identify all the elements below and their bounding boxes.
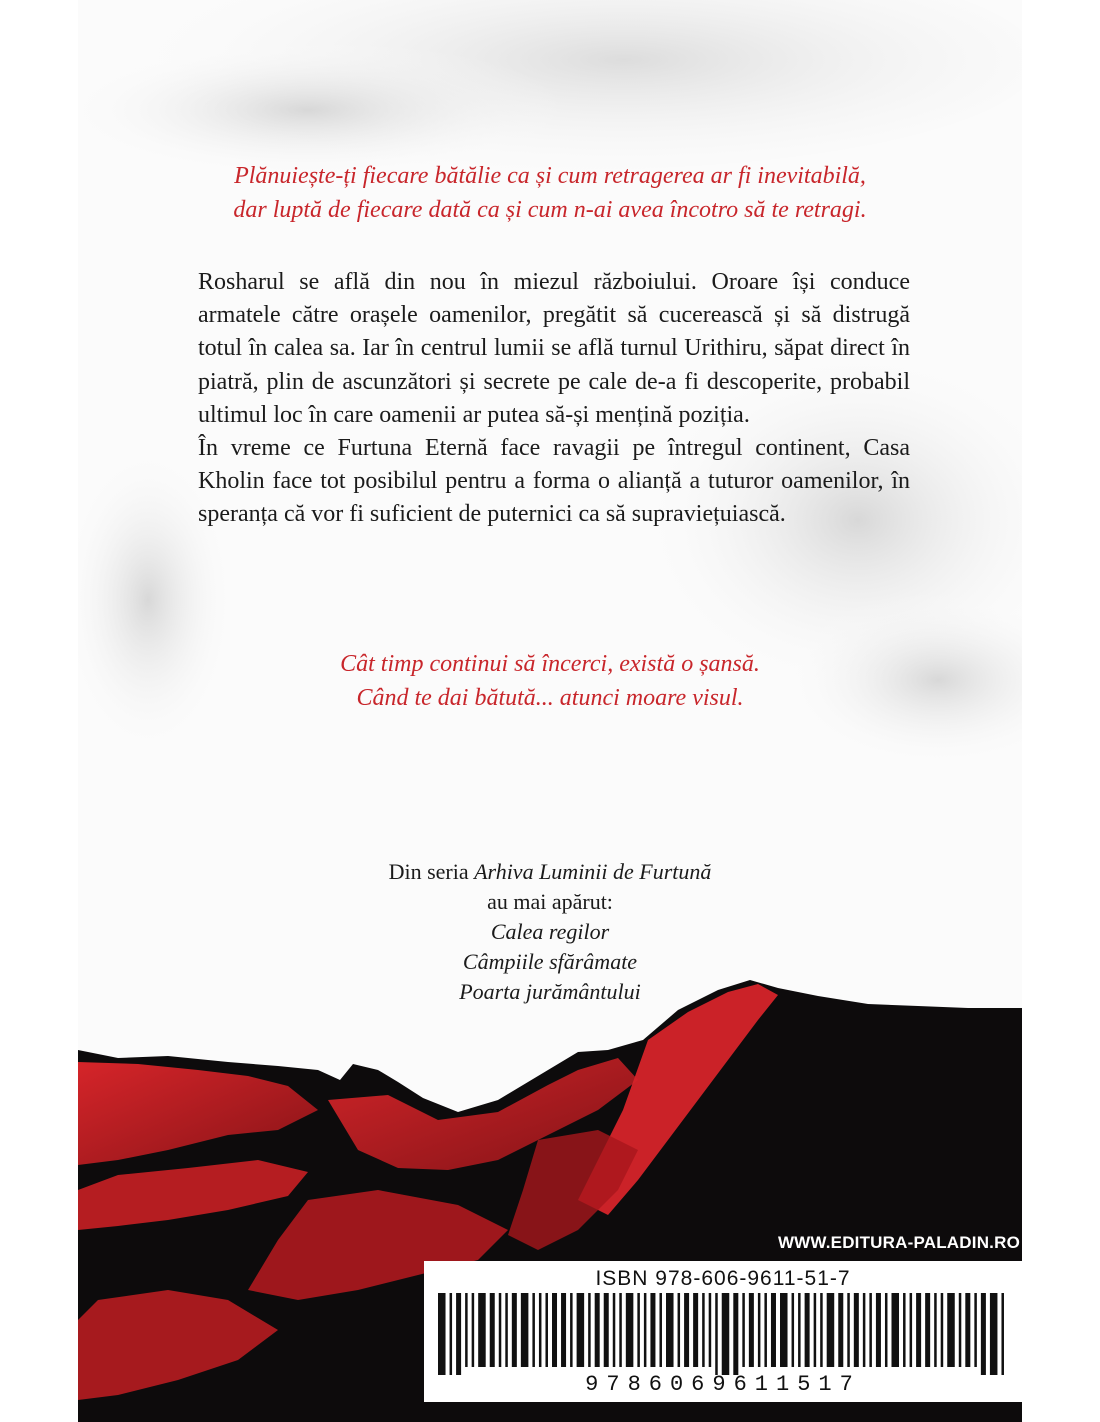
barcode-bar [827, 1293, 835, 1367]
back-cover [78, 0, 1022, 1422]
barcode-bar [814, 1293, 817, 1367]
series-book: Poarta jurământului [459, 979, 641, 1004]
barcode-bar [934, 1293, 937, 1367]
barcode-bar [869, 1293, 872, 1367]
synopsis-paragraph-2: În vreme ce Furtuna Eternă face ravagii pe întregul continent, Casa Kholin face tot posibilul pentru a forma o alianță a tuturor oamenilor, în speranța că vor fi suficient de puternici ca să supraviețuiască. [198, 435, 910, 528]
barcode-bar [659, 1293, 662, 1367]
barcode-panel [424, 1261, 1022, 1402]
series-book: Câmpiile sfărâmate [462, 949, 638, 974]
series-book: Calea regilor [490, 919, 610, 944]
barcode-bar [577, 1293, 585, 1367]
barcode-bar [820, 1293, 823, 1367]
barcode-bar [715, 1293, 718, 1375]
barcode-bar [512, 1293, 517, 1367]
barcode-bar [613, 1293, 616, 1367]
isbn-label: ISBN 978-606-9611-51-7 [595, 1267, 851, 1290]
barcode-bar [532, 1293, 535, 1367]
barcode-bar [626, 1293, 634, 1367]
barcode-bar [854, 1293, 859, 1367]
barcode-bar [947, 1293, 955, 1367]
barcode-bar [876, 1293, 881, 1367]
epigraph-bottom-line-1: Cât timp continui să încerci, există o șansă. [340, 651, 760, 677]
barcode-bar [505, 1293, 508, 1367]
barcode-bar [456, 1293, 461, 1375]
barcode-bar [450, 1293, 453, 1375]
barcode-bar [758, 1293, 761, 1367]
barcode-bar [595, 1293, 600, 1367]
barcode-bar [925, 1293, 930, 1367]
synopsis-paragraph-1: Rosharul se află din nou în miezul războiului. Oroare își conduce armatele către orașele oamenilor, pregătit să cucerească și să distrugă totul în calea sa. Iar în centrul lumii se află turnul Urithiru, săpat direct în piatră, plin de ascunzători și secrete pe cale de-a fi descoperite, probabil ultimul loc în care oamenii ar putea să-și mențină poziția. [198, 269, 910, 428]
epigraph-bottom-line-2: Când te dai bătută... atunci moare visul. [356, 685, 744, 711]
barcode-bar [910, 1293, 913, 1367]
series-list [218, 857, 882, 1007]
barcode-bar [805, 1293, 810, 1367]
barcode-bar [990, 1293, 998, 1375]
barcode-bar [644, 1293, 647, 1367]
barcode-bar [570, 1293, 573, 1367]
barcode-bar [974, 1293, 977, 1367]
barcode-bar [588, 1293, 591, 1367]
barcode-bar [637, 1293, 640, 1367]
barcode-bar [465, 1293, 468, 1367]
barcode-bar [885, 1293, 888, 1367]
barcode-bar [764, 1293, 767, 1367]
barcode-bar [959, 1293, 962, 1367]
barcode-bar [693, 1293, 698, 1367]
series-intro-suffix: au mai apărut: [487, 889, 613, 914]
epigraph-top [118, 159, 982, 227]
epigraph-top-line-2: dar luptă de fiecare dată ca și cum n-ai avea încotro să te retragi. [233, 197, 867, 223]
barcode-bar [619, 1293, 622, 1367]
series-title: Arhiva Luminii de Furtună [474, 859, 712, 884]
barcode-bar [798, 1293, 801, 1367]
barcode-bar [749, 1293, 754, 1367]
barcode-bar [941, 1293, 944, 1367]
barcode-bar [650, 1293, 655, 1367]
barcode-bar [780, 1293, 788, 1367]
barcode-bar [863, 1293, 866, 1367]
barcode-bars [438, 1293, 1008, 1375]
barcode-bar [678, 1293, 681, 1367]
barcode-bar [792, 1293, 795, 1367]
barcode-bar [903, 1293, 906, 1367]
barcode-bar [545, 1293, 548, 1367]
barcode-bar [561, 1293, 566, 1367]
barcode-bar [916, 1293, 921, 1367]
barcode-bar [438, 1293, 446, 1375]
barcode-digits: 9786069611517 [585, 1372, 861, 1397]
barcode-bar [722, 1293, 730, 1375]
barcode-bar [1001, 1293, 1004, 1375]
barcode-bar [472, 1293, 475, 1367]
barcode-bar [666, 1293, 674, 1367]
publisher-website: WWW.EDITURA-PALADIN.RO [777, 1233, 1020, 1252]
synopsis [198, 266, 910, 532]
barcode-bar [965, 1293, 970, 1367]
barcode-bar [847, 1293, 850, 1367]
barcode-bar [981, 1293, 986, 1375]
barcode-bar [702, 1293, 705, 1367]
barcode-bar [604, 1293, 609, 1367]
barcode-bar [539, 1293, 542, 1367]
epigraph-bottom [118, 647, 982, 715]
barcode-bar [838, 1293, 843, 1367]
barcode-bar [499, 1293, 502, 1367]
epigraph-top-line-1: Plănuiește-ți fiecare bătălie ca și cum retragerea ar fi inevitabilă, [234, 163, 866, 189]
barcode-bar [733, 1293, 738, 1375]
barcode-bar [684, 1293, 689, 1367]
barcode-bar [742, 1293, 745, 1367]
barcode-bar [891, 1293, 899, 1367]
barcode-bar [771, 1293, 776, 1367]
barcode-bar [490, 1293, 495, 1367]
series-intro-prefix: Din seria [388, 859, 475, 884]
barcode-bar [521, 1293, 529, 1367]
series-intro [218, 857, 882, 887]
barcode-bar [709, 1293, 712, 1367]
barcode-bar [478, 1293, 486, 1367]
barcode-bar [552, 1293, 557, 1367]
